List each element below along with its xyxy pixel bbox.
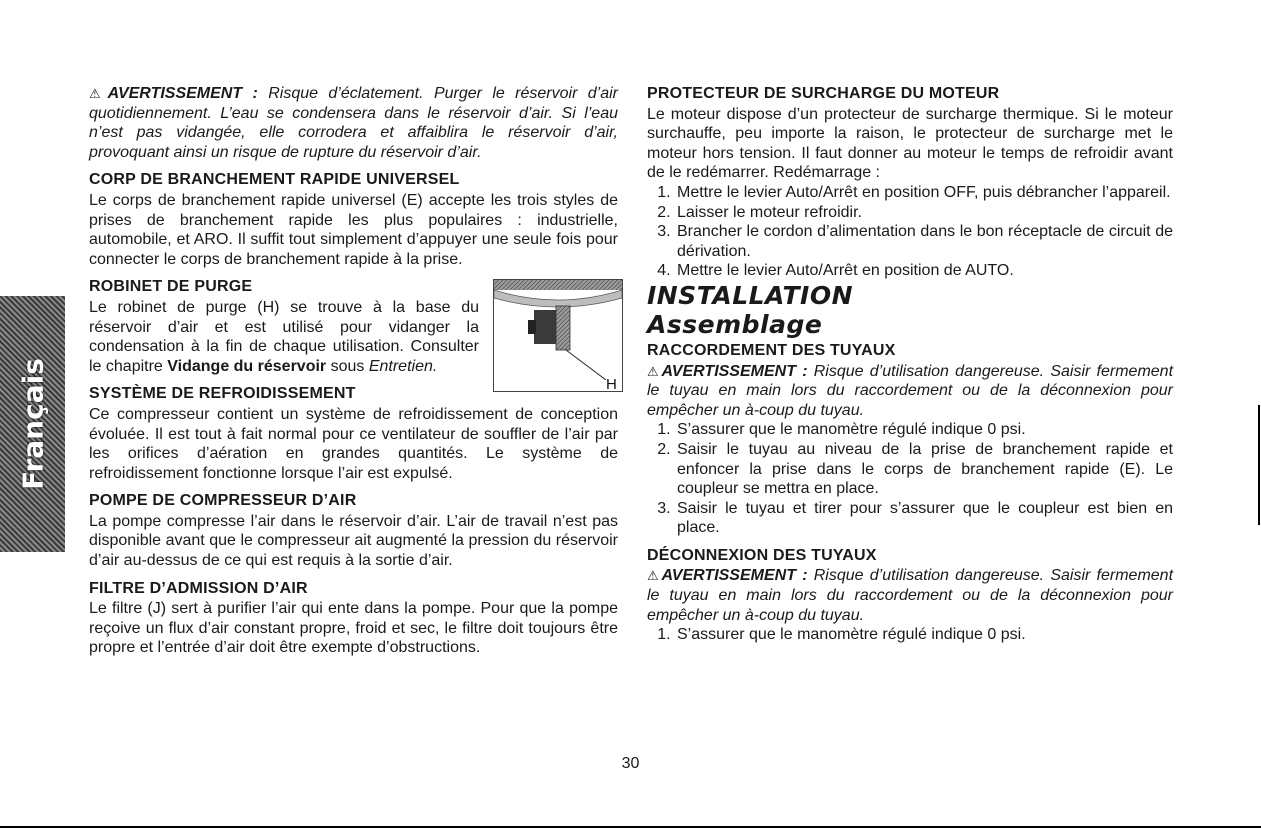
section-text-systeme: Ce compresseur contient un système de refroidissement de conception évoluée. Il est tout à fait normal pour ce ventilateur de souffler de l’air par les orifices d’aération en grandes quantités. Le système de refroidissement fonctionne lorsque l’air est expulsé.: [89, 405, 618, 482]
right-column: [647, 84, 1173, 645]
robinet-text-bold: Vidange du réservoir: [167, 357, 327, 375]
section-robinet: [89, 277, 618, 392]
warning-deconnexion: [647, 566, 1173, 625]
list-item: 2. Laisser le moteur refroidir.: [675, 203, 1173, 223]
list-item: 4. Mettre le levier Auto/Arrêt en position de AUTO.: [675, 261, 1173, 281]
section-title-pompe: POMPE DE COMPRESSEUR D’AIR: [89, 492, 357, 510]
section-title-robinet: ROBINET DE PURGE: [89, 278, 253, 296]
list-item: 3. Brancher le cordon d’alimentation dans le bon réceptacle de circuit de dérivation.: [675, 222, 1173, 261]
robinet-text-italic: Entretien.: [368, 357, 438, 375]
warning-text: Risque d’éclatement. Purger le réservoir d’air quotidiennement. L’eau se condensera dans le réservoir d’air. Si l’eau n’est pas vidangée, elle corrodera et affaiblira le réservoir d’air, provoquant ainsi un risque de rupture du réservoir d’air.: [89, 85, 619, 161]
section-title-systeme: SYSTÈME DE REFROIDISSEMENT: [89, 385, 356, 403]
warning-lead: AVERTISSEMENT :: [661, 362, 808, 380]
callout-line: [566, 350, 606, 380]
section-title-raccordement: RACCORDEMENT DES TUYAUX: [647, 341, 896, 359]
warning-text: Risque d’utilisation dangereuse. Saisir fermement le tuyau en main lors du raccordement ou de la déconnexion pour empêcher un à-coup du tuyau.: [647, 567, 1174, 624]
deconnexion-steps: [647, 625, 1173, 645]
warning-eclatement: [89, 84, 618, 162]
installation-heading: INSTALLATION: [647, 280, 854, 310]
section-title-filtre: FILTRE D’ADMISSION D’AIR: [89, 579, 308, 597]
warning-triangle-icon: ⚠: [647, 363, 661, 379]
section-text-pompe: La pompe compresse l’air dans le réservoir d’air. L’air de travail n’est pas disponible avant que le compresseur ait augmenté la pression du réservoir d’air au-dessus de ce qui est requis à la sortie d’air.: [89, 512, 618, 570]
list-item: 1. S’assurer que le manomètre régulé indique 0 psi.: [675, 625, 1173, 645]
section-title-deconnexion: DÉCONNEXION DES TUYAUX: [647, 546, 877, 564]
valve-body-shape: [534, 310, 556, 344]
valve-knob-shape: [528, 320, 536, 334]
warning-lead: AVERTISSEMENT :: [661, 567, 808, 585]
list-item: 3. Saisir le tuyau et tirer pour s’assurer que le coupleur est bien en place.: [675, 499, 1173, 538]
language-tab-label: Français: [16, 358, 49, 490]
section-title-corp: CORP DE BRANCHEMENT RAPIDE UNIVERSEL: [89, 171, 460, 189]
tank-curve-shape: [494, 290, 622, 307]
warning-lead: AVERTISSEMENT :: [107, 85, 258, 102]
page-edge-mark: [1258, 405, 1260, 525]
bottom-rule: [0, 826, 1261, 828]
language-side-tab: [0, 296, 65, 552]
section-text-protecteur: Le moteur dispose d’un protecteur de surcharge thermique. Si le moteur surchauffe, peu importe la raison, le protecteur de surcharge met le moteur hors tension. Il faut donner au moteur le temps de refroidir avant de le redémarrer. Redémarrage :: [647, 105, 1173, 182]
list-item: 2. Saisir le tuyau au niveau de la prise de branchement rapide et enfoncer la prise dans le corps de branchement rapide (E). Le coupleur se mettra en place.: [675, 440, 1173, 499]
section-text-filtre: Le filtre (J) sert à purifier l’air qui ente dans la pompe. Pour que la pompe reçoive un flux d’air constant propre, froid et sec, le filtre doit toujours être propre et l’entrée d’air doit être exempte d’obstructions.: [89, 600, 618, 657]
valve-stem-shape: [556, 306, 570, 350]
robinet-text-a: Le robinet de purge (H) se trouve à la base du réservoir d’air et est utilisé pour vidanger la condensation à la fin de chaque utilisation. Consulter le chapitre: [89, 298, 479, 375]
warning-triangle-icon: ⚠: [647, 568, 661, 584]
warning-text: Risque d’utilisation dangereuse. Saisir fermement le tuyau en main lors du raccordement ou de la déconnexion pour empêcher un à-coup du tuyau.: [647, 362, 1174, 419]
figure-label-h: H: [606, 376, 617, 392]
drain-valve-illustration: [494, 280, 622, 391]
tank-base-shape: [494, 280, 622, 290]
left-column: [89, 84, 618, 658]
robinet-text-b: sous: [326, 357, 369, 375]
list-item: 1. S’assurer que le manomètre régulé indique 0 psi.: [675, 420, 1173, 440]
raccordement-steps: [647, 420, 1173, 538]
warning-raccordement: [647, 362, 1173, 421]
list-item: 1. Mettre le levier Auto/Arrêt en position OFF, puis débrancher l’appareil.: [675, 183, 1173, 203]
drain-valve-figure: [493, 279, 623, 392]
section-title-protecteur: PROTECTEUR DE SURCHARGE DU MOTEUR: [647, 85, 1000, 102]
warning-triangle-icon: ⚠: [89, 86, 107, 101]
section-text-corp: Le corps de branchement rapide universel (E) accepte les trois styles de prises de branchement rapide les plus populaires : industrielle, automobile, et ARO. Il suffit tout simplement d’appuyer une seule fois pour connecter le corps de branchement rapide à la prise.: [89, 191, 618, 268]
page-number: 30: [621, 755, 640, 772]
protecteur-steps: [647, 183, 1173, 281]
assemblage-heading: Assemblage: [647, 309, 823, 339]
section-text-robinet: [89, 298, 479, 376]
